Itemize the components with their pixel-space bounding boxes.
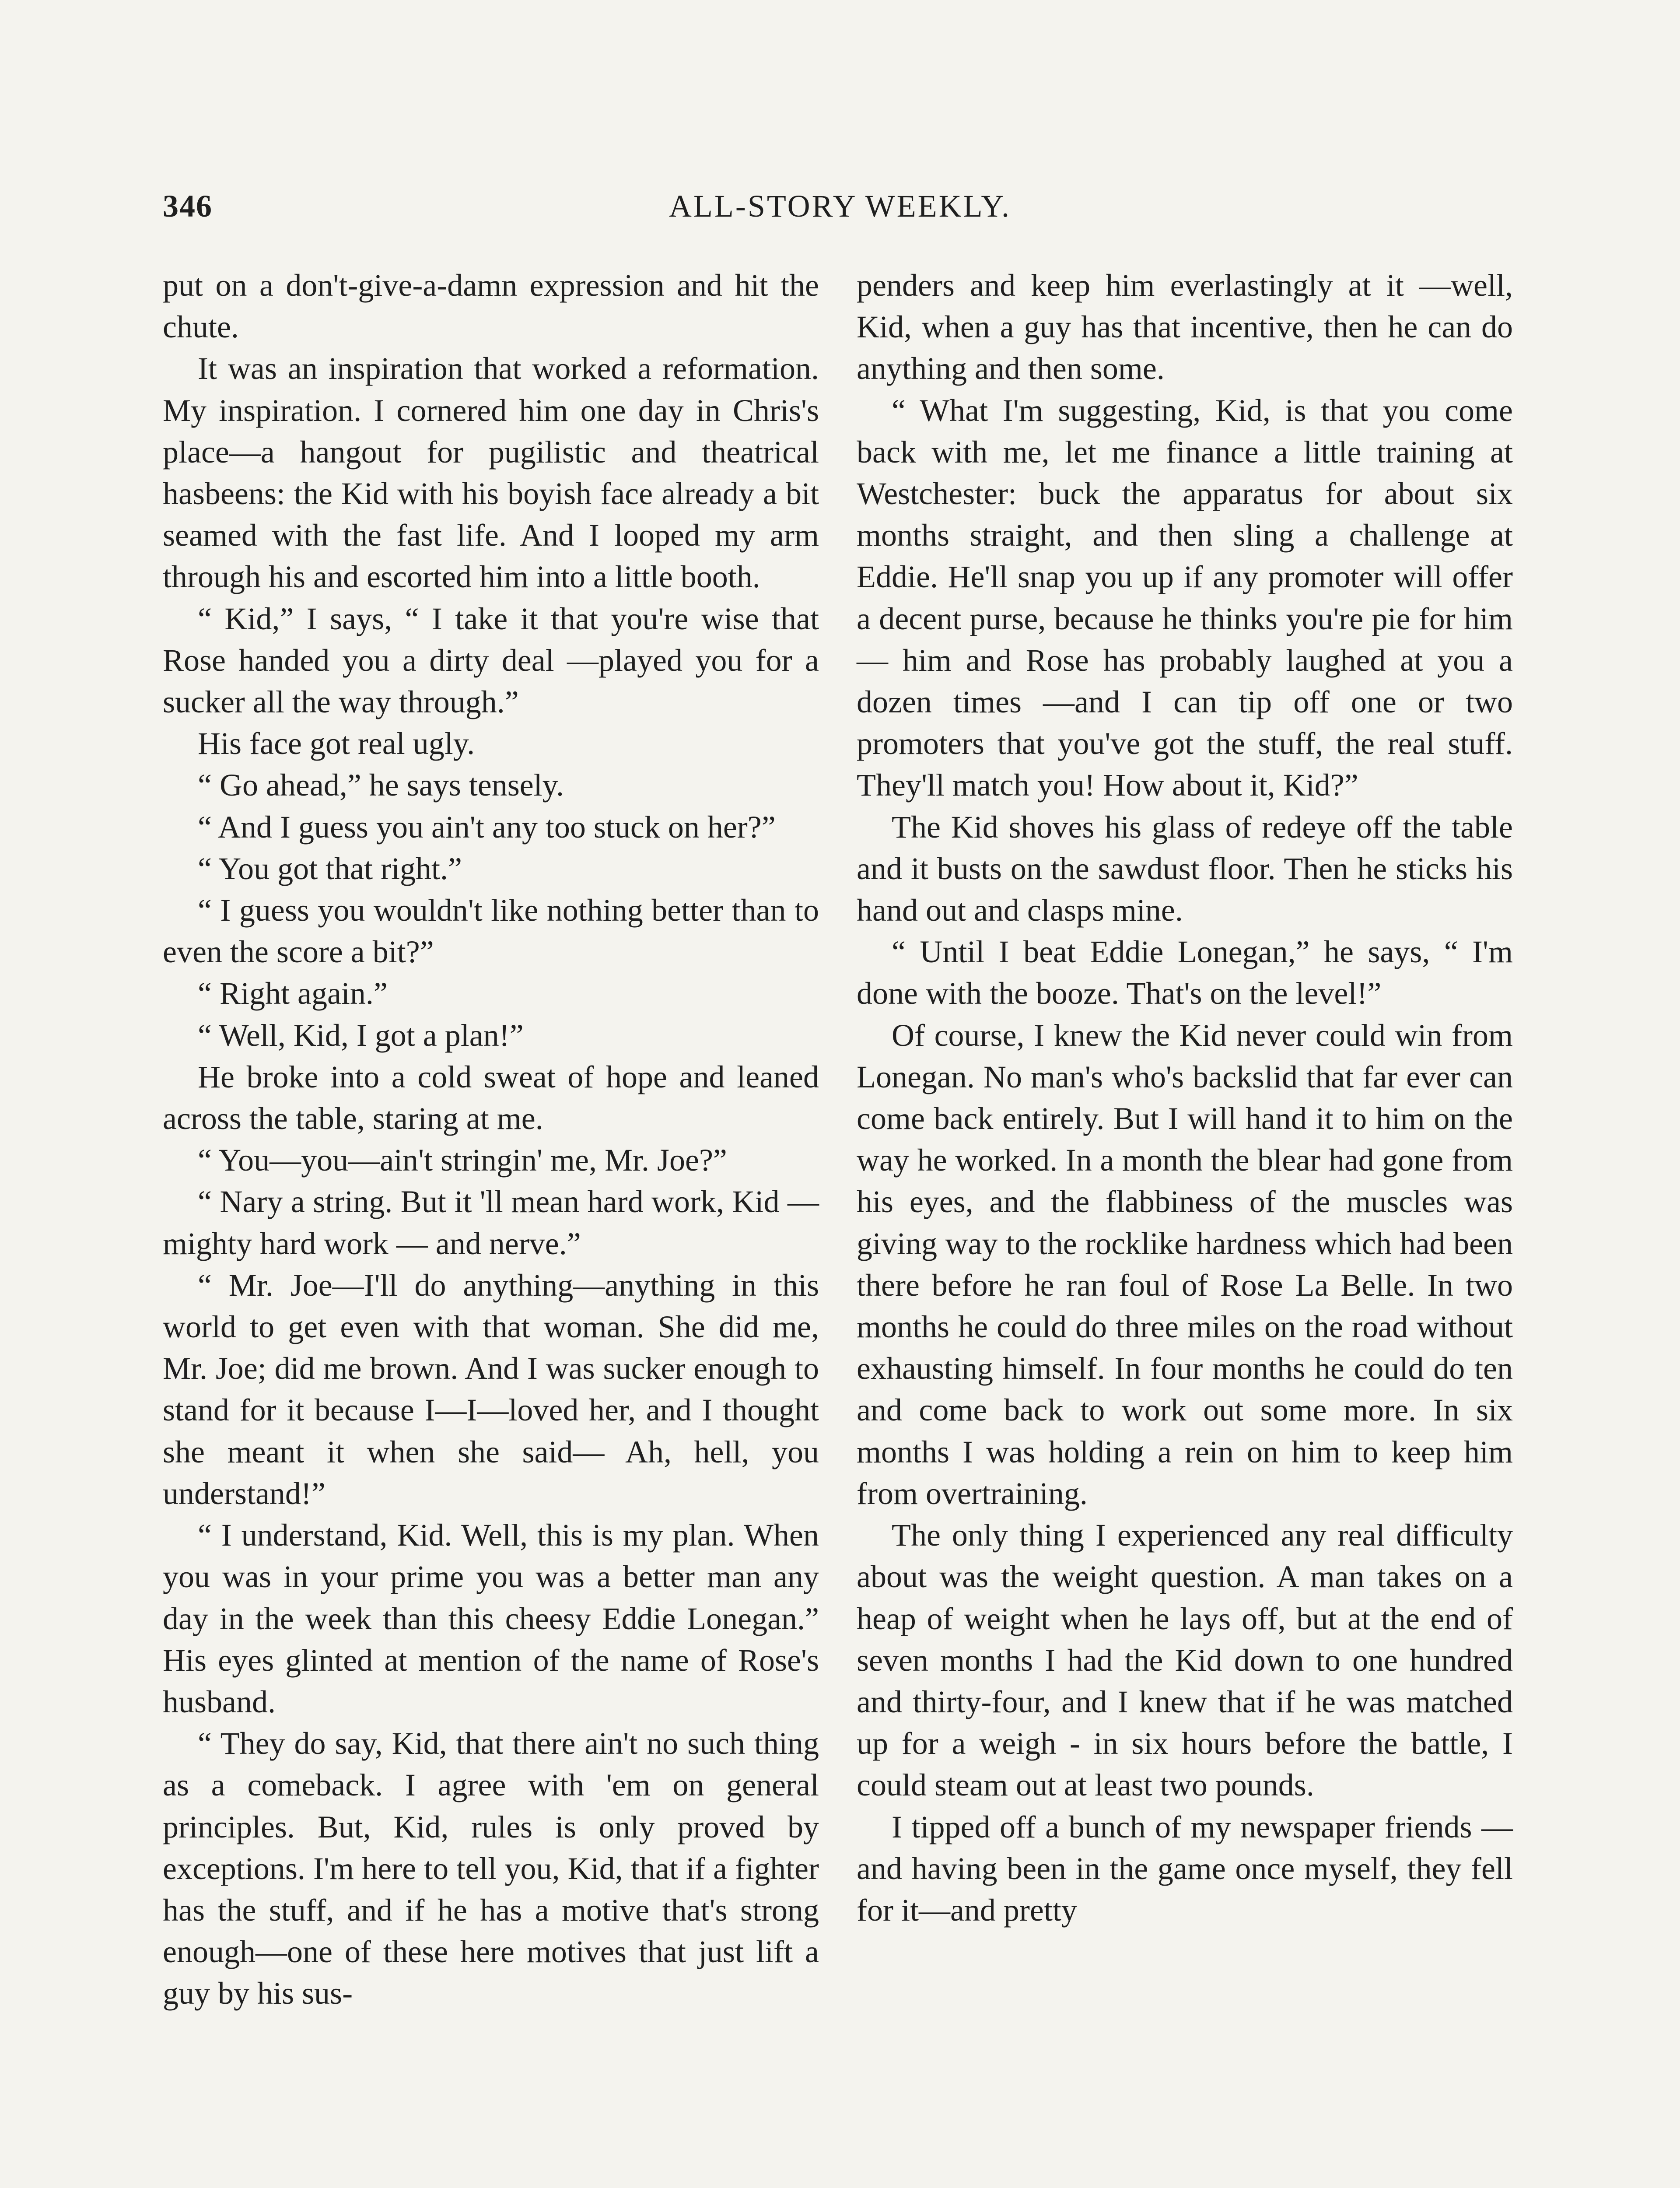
paragraph: He broke into a cold sweat of hope and leaned across the table, staring at me. [163,1059,819,1136]
paragraph: “ They do say, Kid, that there ain't no such thing as a comeback. I agree with 'em on general principles. But, Kid, rules is only proved by exceptions. I'm here to tell you, Kid, that if a fighter has the stuff, and if he has a motive that's strong enough—one of these here motives that just lift a guy by his sus- [163,1726,819,2011]
page-header [163,188,1517,236]
paragraph: His face got real ugly. [198,726,475,761]
left-column [163,265,819,2015]
right-column [857,265,1513,1931]
running-head: ALL-STORY WEEKLY. [668,189,1012,224]
page-number: 346 [163,189,213,224]
paragraph: “ Nary a string. But it 'll mean hard work, Kid — mighty hard work — and nerve.” [163,1184,819,1261]
paragraph: put on a don't-give-a-damn expression and hit the chute. [163,268,819,345]
paragraph: “ Go ahead,” he says tensely. [198,768,564,803]
paragraph: Of course, I knew the Kid never could win from Lonegan. No man's who's backslid that far ever can come back entirely. But I will hand it to him on the way he worked. In a month the blear had gone from his eyes, and the flabbiness of the muscles was giving way to the rocklike hardness which had been there before he ran foul of Rose La Belle. In two months he could do three miles on the road without exhausting himself. In four months he could do ten and come back to work out some more. In six months I was holding a rein on him to keep him from overtraining. [857,1017,1513,1511]
paragraph: “ Kid,” I says, “ I take it that you're wise that Rose handed you a dirty deal —played you for a sucker all the way through.” [163,601,819,720]
paragraph: “ Right again.” [198,976,388,1011]
paragraph: “ I understand, Kid. Well, this is my plan. When you was in your prime you was a better man any day in the week than this cheesy Eddie Lonegan.” His eyes glinted at mention of the name of Rose's husband. [163,1518,819,1719]
paragraph: “ I guess you wouldn't like nothing better than to even the score a bit?” [163,893,819,970]
paragraph: “ Well, Kid, I got a plan!” [198,1017,524,1053]
paragraph: “ Until I beat Eddie Lonegan,” he says, “ I'm done with the booze. That's on the level!” [857,934,1513,1011]
paragraph: I tipped off a bunch of my newspaper friends — and having been in the game once myself, they fell for it—and pretty [857,1809,1513,1928]
paragraph: “ What I'm suggesting, Kid, is that you come back with me, let me finance a little training at Westchester: buck the apparatus for about six months straight, and then sling a challenge at Eddie. He'll snap you up if any promoter will offer a decent purse, because he thinks you're pie for him — him and Rose has probably laughed at you a dozen times —and I can tip off one or two promoters that you've got the stuff, the real stuff. They'll match you! How about it, Kid?” [857,393,1513,803]
paragraph: The Kid shoves his glass of redeye off the table and it busts on the sawdust floor. Then he sticks his hand out and clasps mine. [857,809,1513,928]
paragraph: penders and keep him everlastingly at it —well, Kid, when a guy has that incentive, then he can do anything and then some. [857,268,1513,386]
paragraph: “ You—you—ain't stringin' me, Mr. Joe?” [198,1143,727,1178]
paragraph: The only thing I experienced any real difficulty about was the weight question. A man takes on a heap of weight when he lays off, but at the end of seven months I had the Kid down to one hundred and thirty-four, and I knew that if he was matched up for a weigh - in six hours before the battle, I could steam out at least two pounds. [857,1518,1513,1803]
paragraph: It was an inspiration that worked a reformation. My inspiration. I cornered him one day in Chris's place—a hangout for pugilistic and theatrical hasbeens: the Kid with his boyish face already a bit seamed with the fast life. And I looped my arm through his and escorted him into a little booth. [163,351,819,595]
paragraph: “ Mr. Joe—I'll do anything—anything in this world to get even with that woman. She did me, Mr. Joe; did me brown. And I was sucker enough to stand for it because I—I—loved her, and I thought she meant it when she said— Ah, hell, you understand!” [163,1267,819,1511]
paragraph: “ And I guess you ain't any too stuck on her?” [198,809,776,845]
paragraph: “ You got that right.” [198,851,462,886]
